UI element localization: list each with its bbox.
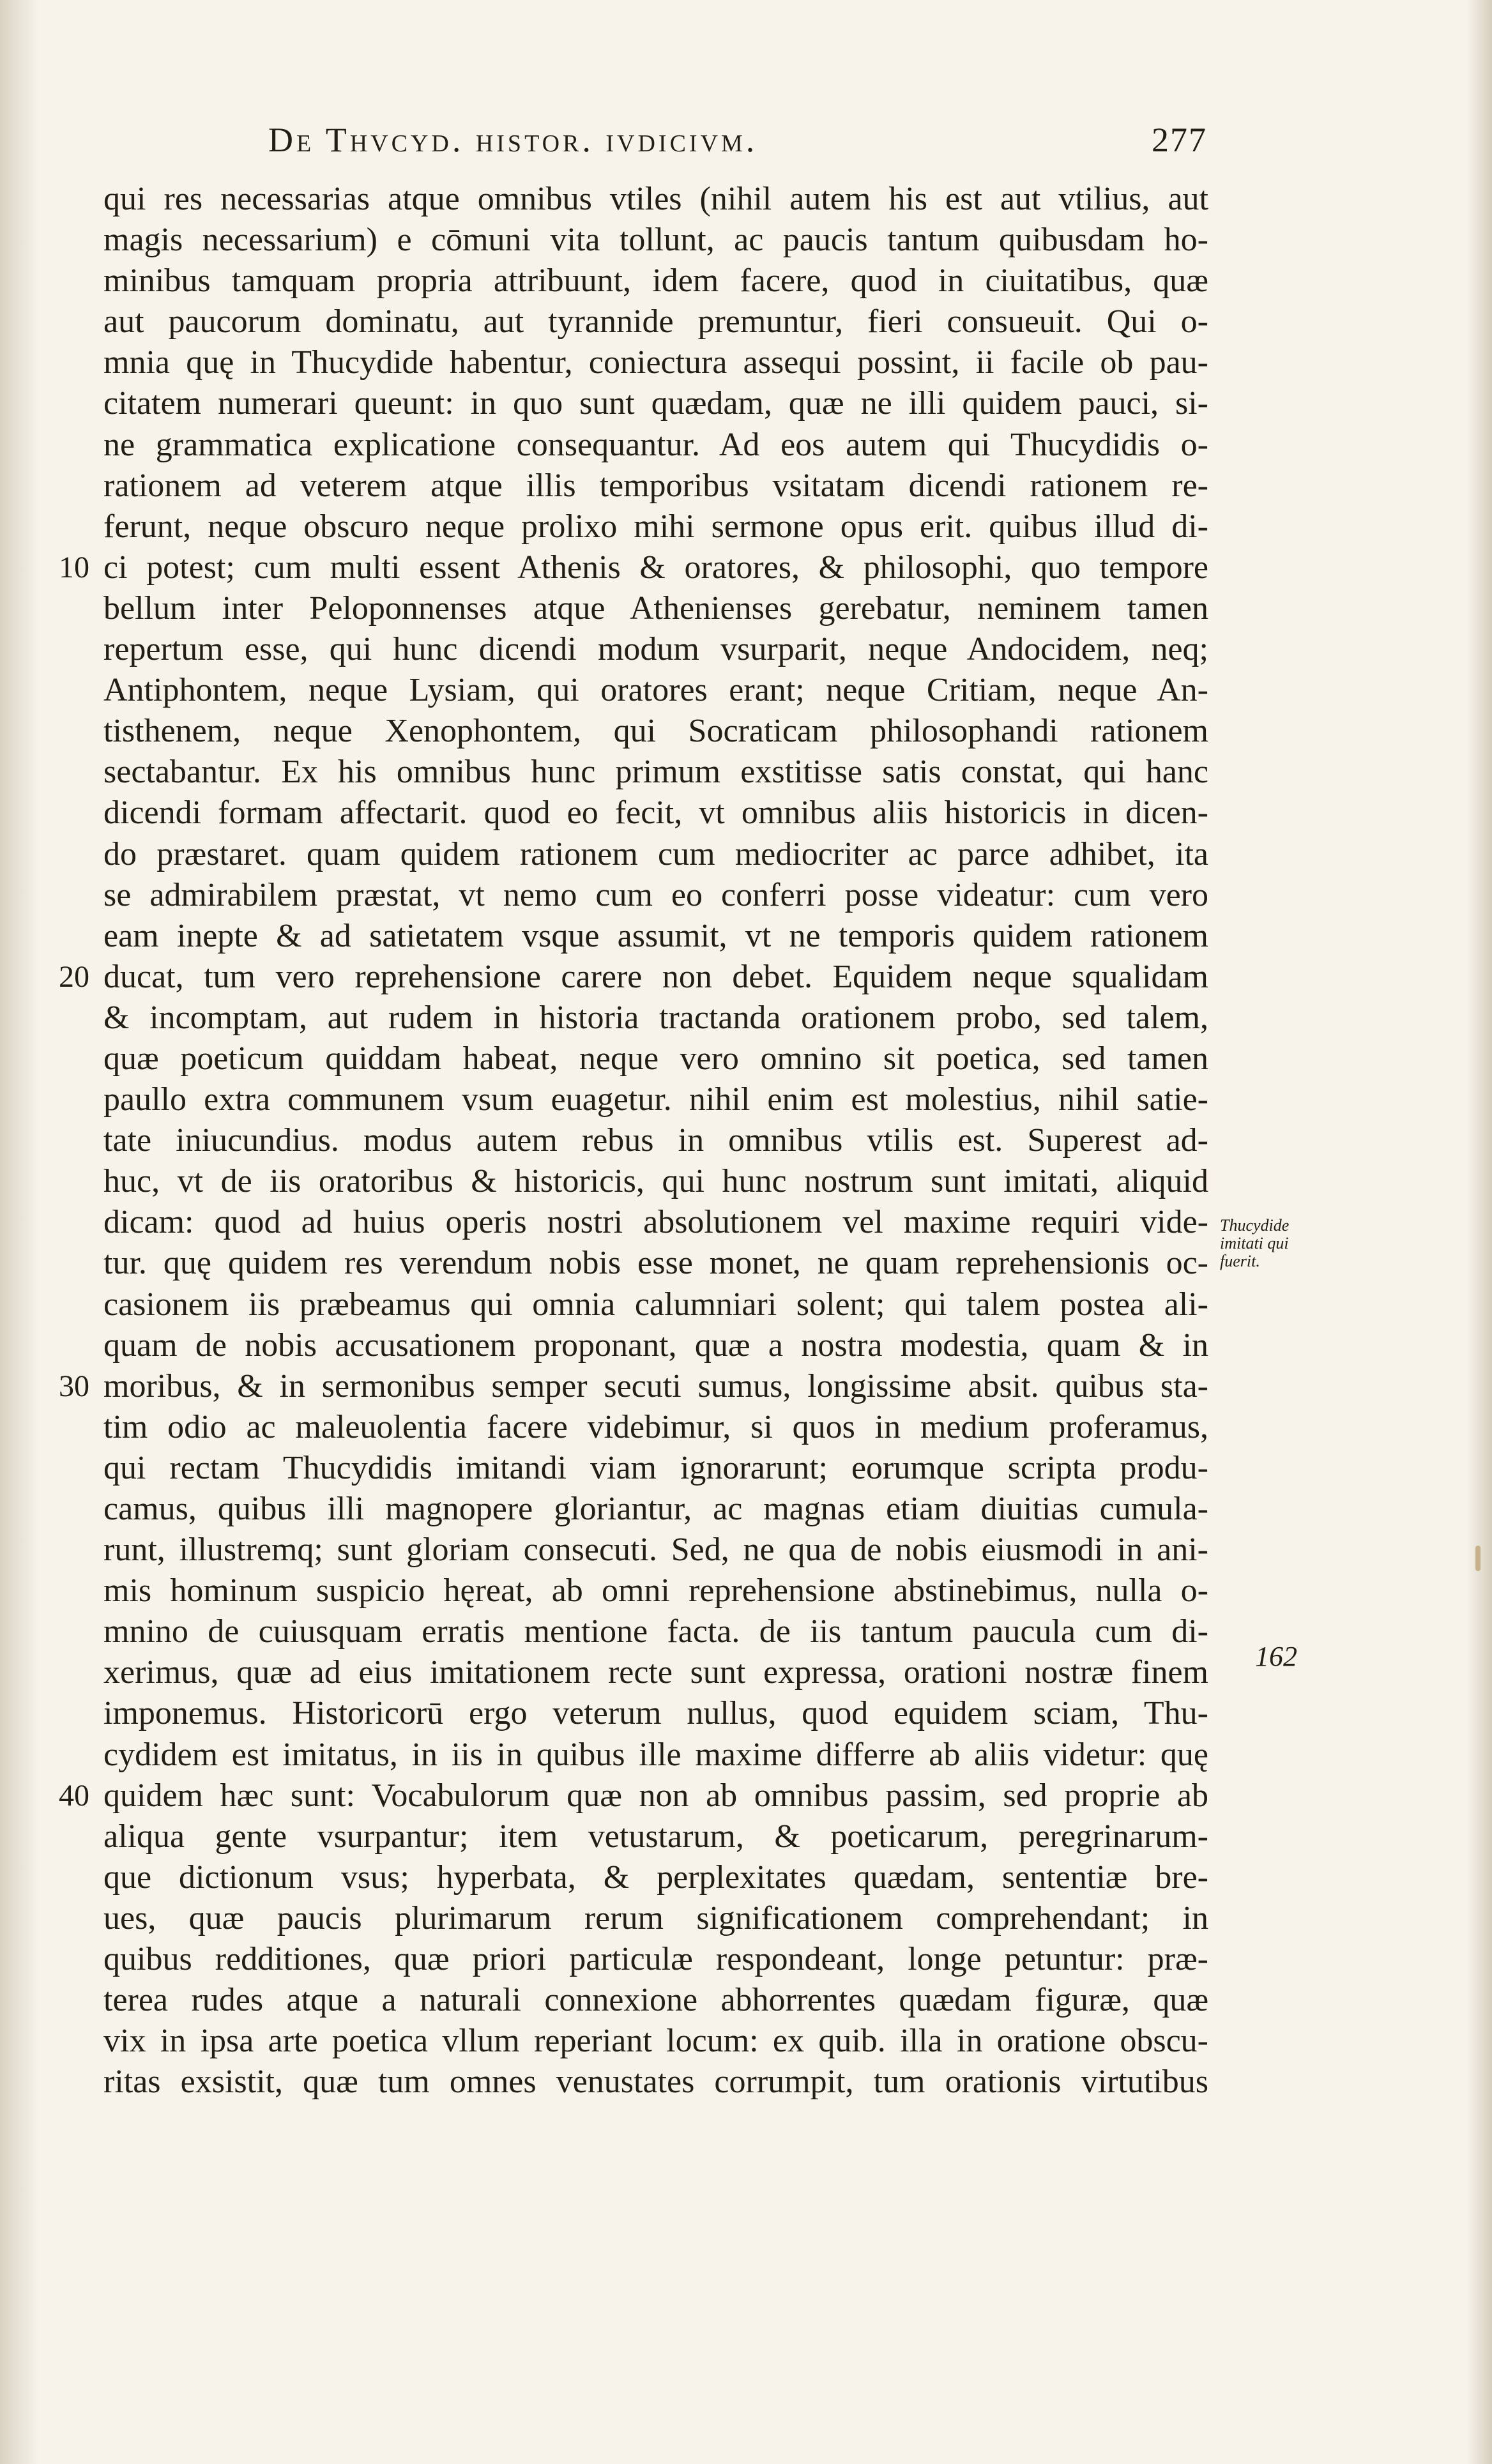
text-line	[103, 261, 1215, 301]
text-line	[103, 752, 1215, 793]
text-line	[103, 1202, 1215, 1243]
line-text: ues, quæ paucis plurimarum rerum significationem comprehendant; in	[103, 1899, 1208, 1936]
line-text: tate iniucundius. modus autem rebus in omnibus vtilis est. Superest ad-	[103, 1122, 1208, 1159]
text-line	[103, 834, 1215, 875]
text-line	[103, 1857, 1215, 1898]
line-text: rationem ad veterem atque illis temporibus vsitatam dicendi rationem re-	[103, 467, 1208, 504]
line-text: minibus tamquam propria attribuunt, idem facere, quod in ciuitatibus, quæ	[103, 262, 1208, 300]
marginal-note-line: imitati qui	[1220, 1234, 1289, 1252]
text-line	[59, 957, 1215, 998]
line-text: mis hominum suspicio hęreat, ab omni reprehensione abstinebimus, nulla o-	[103, 1572, 1208, 1609]
line-text: citatem numerari queunt: in quo sunt quædam, quæ ne illi quidem pauci, si-	[103, 385, 1208, 422]
text-line	[103, 1407, 1215, 1448]
text-line	[103, 1120, 1215, 1161]
running-head	[268, 120, 1207, 171]
text-line	[103, 1980, 1215, 2021]
line-text: Antiphontem, neque Lysiam, qui oratores erant; neque Critiam, neque An-	[103, 672, 1208, 709]
line-text: paullo extra communem vsum euagetur. nihil enim est molestius, nihil satie-	[103, 1081, 1208, 1118]
line-number: 30	[59, 1369, 89, 1403]
text-line	[103, 916, 1215, 957]
page-number: 277	[1152, 121, 1207, 159]
text-line	[103, 1243, 1215, 1284]
text-line	[103, 1284, 1215, 1325]
line-text: vix in ipsa arte poetica vllum reperiant locum: ex quib. illa in oratione obscu-	[103, 2023, 1208, 2060]
text-line	[103, 1038, 1215, 1079]
text-line	[103, 1735, 1215, 1776]
text-line	[103, 629, 1215, 670]
line-text: quam de nobis accusationem proponant, quæ a nostra modestia, quam & in	[103, 1327, 1208, 1364]
text-line	[103, 793, 1215, 833]
text-line	[59, 547, 1215, 588]
marginal-note-line: Thucydide	[1220, 1216, 1290, 1235]
text-line	[103, 1611, 1215, 1652]
line-text: magis necessarium) e cōmuni vita tollunt, ac paucis tantum quibusdam ho-	[103, 222, 1208, 259]
line-text: tim odio ac maleuolentia facere videbimur, si quos in medium proferamus,	[103, 1408, 1208, 1445]
text-line	[103, 383, 1215, 424]
line-text: dicam: quod ad huius operis nostri absolutionem vel maxime requiri vide-	[103, 1204, 1208, 1241]
line-text: imponemus. Historicorū ergo veterum nullus, quod equidem sciam, Thu-	[103, 1695, 1208, 1732]
line-text: bellum inter Peloponnenses atque Athenienses gerebatur, neminem tamen	[103, 589, 1208, 627]
text-line	[59, 1366, 1215, 1407]
text-line	[103, 1079, 1215, 1120]
line-text: dicendi formam affectarit. quod eo fecit, vt omnibus aliis historicis in dicen-	[103, 795, 1208, 832]
text-line	[103, 711, 1215, 752]
line-text: camus, quibus illi magnopere gloriantur, ac magnas etiam diuitias cumula-	[103, 1491, 1208, 1527]
line-text: ritas exsistit, quæ tum omnes venustates corrumpit, tum orationis virtutibus	[103, 2064, 1208, 2101]
line-text: sectabantur. Ex his omnibus hunc primum exstitisse satis constat, qui hanc	[103, 754, 1208, 791]
line-text: que dictionum vsus; hyperbata, & perplexitates quædam, sententiæ bre-	[103, 1859, 1208, 1896]
line-text: runt, illustremq; sunt gloriam consecuti. Sed, ne qua de nobis eiusmodi in ani-	[103, 1532, 1208, 1569]
line-text: aliqua gente vsurpantur; item vetustarum, & poeticarum, peregrinarum-	[103, 1818, 1208, 1855]
text-line	[103, 1448, 1215, 1489]
text-line	[103, 670, 1215, 711]
text-line	[103, 998, 1215, 1038]
line-text: qui rectam Thucydidis imitandi viam ignorarunt; eorumque scripta produ-	[103, 1449, 1208, 1486]
line-text: ducat, tum vero reprehensione carere non debet. Equidem neque squalidam	[103, 958, 1208, 995]
text-line	[103, 1489, 1215, 1530]
text-line	[103, 220, 1215, 261]
body-text	[59, 179, 1215, 2103]
page-edge-right	[1466, 0, 1492, 2464]
line-number: 40	[59, 1778, 89, 1813]
line-text: eam inepte & ad satietatem vsque assumit, vt ne temporis quidem rationem	[103, 917, 1208, 954]
text-line	[103, 1652, 1215, 1693]
text-line	[103, 1530, 1215, 1570]
line-text: quibus redditiones, quæ priori particulæ respondeant, longe petuntur: præ-	[103, 1941, 1208, 1978]
line-text: & incomptam, aut rudem in historia tractanda orationem probo, sed talem,	[103, 999, 1208, 1036]
line-text: ci potest; cum multi essent Athenis & oratores, & philosophi, quo tempore	[103, 549, 1208, 586]
page-stain	[1475, 1546, 1481, 1571]
text-line	[103, 466, 1215, 506]
page-edge-left	[0, 0, 38, 2464]
line-text: ferunt, neque obscuro neque prolixo mihi sermone opus erit. quibus illud di-	[103, 508, 1208, 545]
text-line	[103, 2062, 1215, 2103]
text-line	[103, 1693, 1215, 1734]
line-text: moribus, & in sermonibus semper secuti sumus, longissime absit. quibus sta-	[103, 1367, 1208, 1404]
text-line	[103, 1939, 1215, 1980]
line-text: tur. quę quidem res verendum nobis esse monet, ne quam reprehensionis oc-	[103, 1245, 1208, 1282]
running-head-title: De Thvcyd. histor. ivdicivm.	[268, 121, 758, 159]
line-number: 10	[59, 550, 89, 584]
line-text: se admirabilem præstat, vt nemo cum eo conferri posse videatur: cum vero	[103, 876, 1208, 913]
line-text: cydidem est imitatus, in iis in quibus ille maxime differre ab aliis videtur: quę	[103, 1736, 1208, 1773]
text-line	[103, 425, 1215, 466]
marginal-note	[1220, 1217, 1322, 1270]
text-line	[103, 875, 1215, 916]
marginal-number: 162	[1255, 1641, 1297, 1672]
line-text: xerimus, quæ ad eius imitationem recte sunt expressa, orationi nostræ finem	[103, 1654, 1208, 1691]
line-text: ne grammatica explicatione consequantur. Ad eos autem qui Thucydidis o-	[103, 426, 1208, 463]
line-text: repertum esse, qui hunc dicendi modum vsurparit, neque Andocidem, neq;	[103, 631, 1208, 668]
text-line	[103, 301, 1215, 342]
line-text: mnino de cuiusquam erratis mentione facta. de iis tantum paucula cum di-	[103, 1613, 1208, 1650]
marginal-note-line: fuerit.	[1220, 1252, 1260, 1270]
line-text: terea rudes atque a naturali connexione abhorrentes quædam figuræ, quæ	[103, 1982, 1208, 2019]
line-text: aut paucorum dominatu, aut tyrannide premuntur, fieri consueuit. Qui o-	[103, 303, 1208, 340]
text-line	[103, 2021, 1215, 2062]
text-line	[103, 506, 1215, 547]
line-text: do præstaret. quam quidem rationem cum mediocriter ac parce adhibet, ita	[103, 835, 1208, 872]
text-line	[103, 1570, 1215, 1611]
text-line	[103, 1325, 1215, 1366]
text-line	[103, 588, 1215, 629]
line-text: qui res necessarias atque omnibus vtiles (nihil autem his est aut vtilius, aut	[103, 181, 1208, 217]
text-line	[103, 1816, 1215, 1857]
line-text: mnia quę in Thucydide habentur, coniectura assequi possint, ii facile ob pau-	[103, 344, 1208, 381]
text-line	[103, 1161, 1215, 1202]
line-text: quidem hæc sunt: Vocabulorum quæ non ab omnibus passim, sed proprie ab	[103, 1777, 1208, 1814]
text-line	[103, 179, 1215, 220]
line-number: 20	[59, 959, 89, 994]
line-text: tisthenem, neque Xenophontem, qui Socraticam philosophandi rationem	[103, 713, 1208, 750]
text-line	[59, 1776, 1215, 1816]
line-text: quæ poeticum quiddam habeat, neque vero omnino sit poetica, sed tamen	[103, 1040, 1208, 1077]
line-text: casionem iis præbeamus qui omnia calumniari solent; qui talem postea ali-	[103, 1286, 1208, 1323]
text-line	[103, 342, 1215, 383]
text-line	[103, 1898, 1215, 1939]
line-text: huc, vt de iis oratoribus & historicis, qui hunc nostrum sunt imitati, aliquid	[103, 1163, 1208, 1200]
